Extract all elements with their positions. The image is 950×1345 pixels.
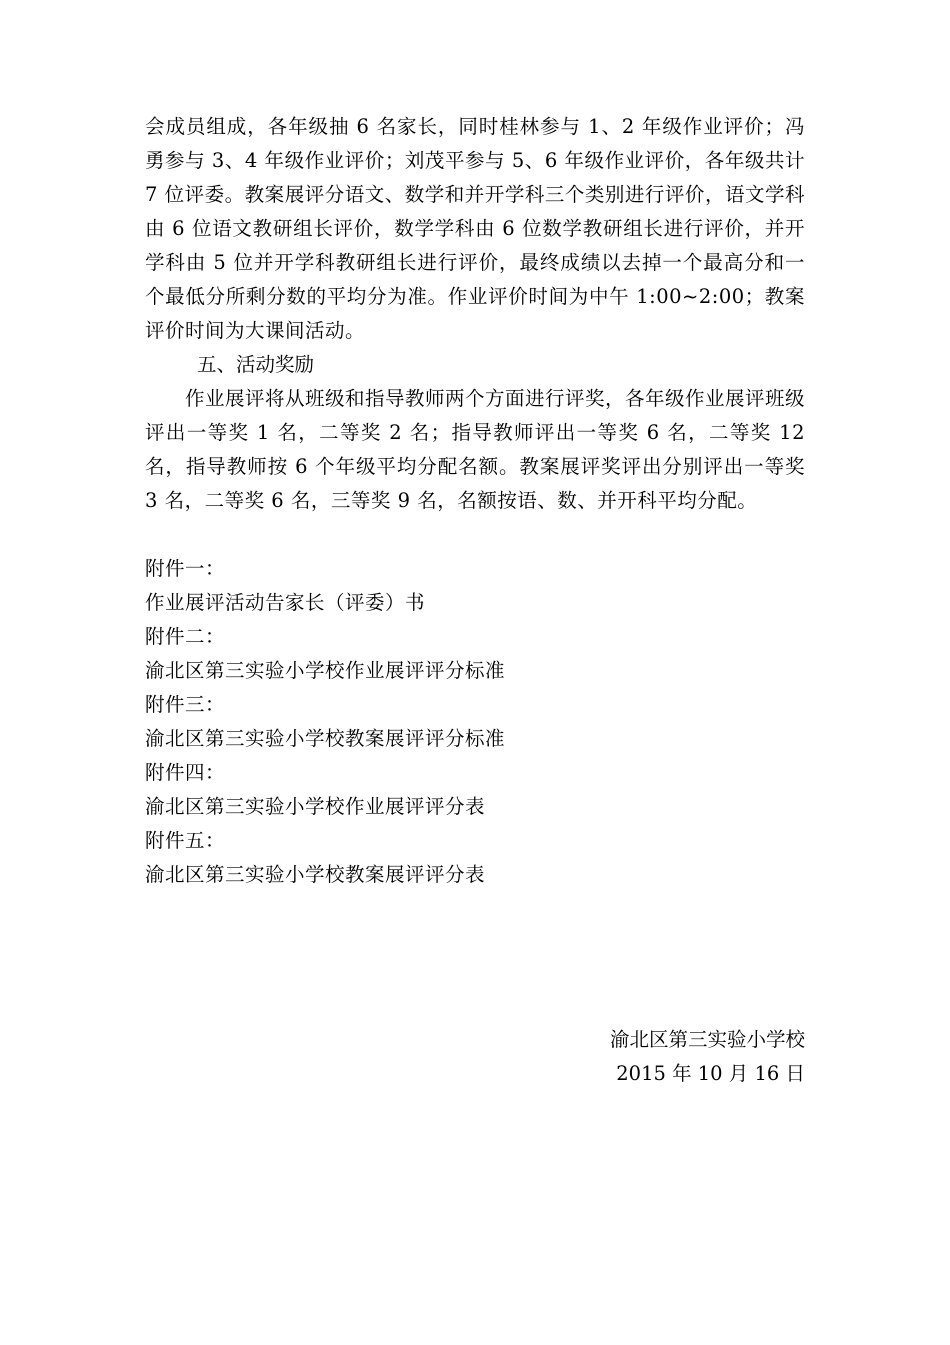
attachment-title: 渝北区第三实验小学校作业展评评分表: [145, 795, 486, 818]
attachments-list: [145, 552, 805, 892]
attachment-title: 渝北区第三实验小学校教案展评评分标准: [145, 727, 506, 750]
attachment-title: 渝北区第三实验小学校教案展评评分表: [145, 863, 486, 886]
attachment-label: 附件一：: [145, 557, 226, 580]
attachment-title: 作业展评活动告家长（评委）书: [145, 591, 426, 614]
blank-line: [145, 518, 805, 552]
attachment-label: 附件二：: [145, 625, 226, 648]
signature-block: [610, 1023, 805, 1091]
section-heading-rewards: 五、活动奖励: [197, 353, 315, 376]
paragraph-judges: 会成员组成，各年级抽 6 名家长，同时桂林参与 1、2 年级作业评价；冯勇参与 3、4 年级作业评价；刘茂平参与 5、6 年级作业评价，各年级共计 7 位评委。教案展评分语文、数学和并开学科三个类别进行评价，语文学科由 6 位语文教研组长评价，数学学科由 6 位数学教研组长进行评价，并开学科由 5 位并开学科教研组长进行评价，最终成绩以去掉一个最高分和一个最低分所剩分数的平均分为准。作业评价时间为中午 1:00~2:00；教案评价时间为大课间活动。: [145, 115, 805, 342]
document-body: [145, 110, 805, 892]
attachment-label: 附件五：: [145, 829, 226, 852]
school-name: 渝北区第三实验小学校: [609, 1028, 805, 1051]
paragraph-rewards: 作业展评将从班级和指导教师两个方面进行评奖，各年级作业展评班级评出一等奖 1 名，二等奖 2 名；指导教师评出一等奖 6 名，二等奖 12 名，指导教师按 6 个年级平均分配名额。教案展评奖评出分别评出一等奖 3 名，二等奖 6 名，三等奖 9 名，名额按语、数、并开科平均分配。: [145, 387, 806, 512]
attachment-label: 附件四：: [145, 761, 226, 784]
document-date: 2015 年 10 月 16 日: [616, 1062, 805, 1085]
attachment-title: 渝北区第三实验小学校作业展评评分标准: [145, 659, 506, 682]
attachment-label: 附件三：: [145, 693, 226, 716]
